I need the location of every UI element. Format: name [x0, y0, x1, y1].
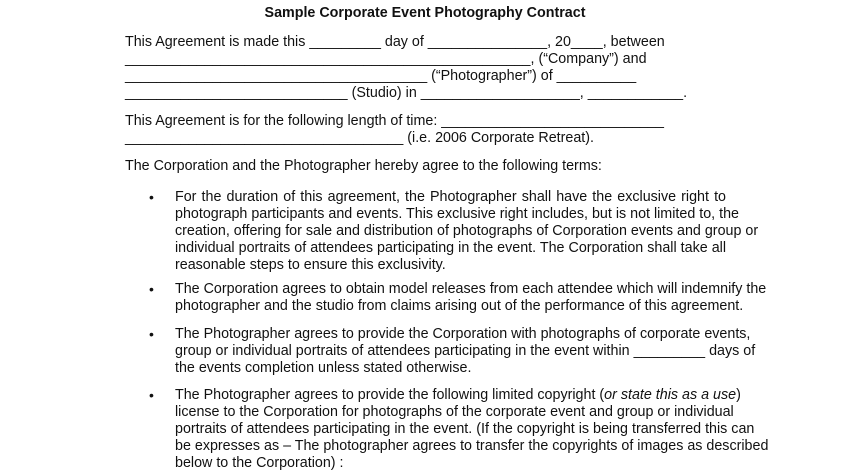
term-4-first-line	[175, 387, 741, 404]
intro-line-2: ___________________________________________________, (“Company”) and	[125, 51, 647, 67]
bullet-marker-3: •	[149, 326, 154, 342]
intro-line-3: ______________________________________ (“Photographer”) of __________	[125, 68, 637, 84]
bullet-marker-2: •	[149, 281, 154, 297]
time-line-2: ___________________________________ (i.e. 2006 Corporate Retreat).	[125, 130, 595, 146]
intro-line-4: ____________________________ (Studio) in ____________________, ____________.	[125, 85, 688, 101]
term-4-text: )	[736, 387, 741, 403]
term-3-line: The Photographer agrees to provide the Corporation with photographs of corporate events,	[175, 326, 751, 342]
term-1-line: photograph participants and events. This exclusive right includes, but is not limited to, the	[175, 206, 739, 222]
document-title: Sample Corporate Event Photography Contract	[264, 5, 586, 21]
term-4-italic: or state this as a use	[604, 387, 737, 403]
term-1-line: individual portraits of attendees participating in the event. The Corporation shall take all	[175, 240, 726, 256]
intro-line-1: This Agreement is made this _________ day of _______________, 20____, between	[125, 34, 665, 50]
term-paragraph-4	[175, 387, 769, 472]
time-line-1: This Agreement is for the following length of time: ____________________________	[125, 113, 664, 129]
bullet-marker-4: •	[149, 387, 154, 403]
bullet-marker-1: •	[149, 189, 154, 205]
term-1-line: creation, offering for sale and distribution of photographs of Corporation events and group or	[175, 223, 759, 239]
terms-intro: The Corporation and the Photographer hereby agree to the following terms:	[125, 158, 602, 174]
term-1-line: reasonable steps to ensure this exclusivity.	[175, 257, 446, 273]
term-1-line: For the duration of this agreement, the Photographer shall have the exclusive right to	[175, 189, 726, 205]
term-4-text: The Photographer agrees to provide the following limited copyright (	[175, 387, 605, 403]
term-paragraph-3	[175, 326, 756, 377]
term-3-line: the events completion unless stated otherwise.	[175, 360, 472, 376]
term-paragraph-1	[175, 189, 759, 274]
term-2-line: The Corporation agrees to obtain model releases from each attendee which will indemnify the	[175, 281, 767, 297]
term-4-line: license to the Corporation for photographs of the corporate event and group or individual	[175, 404, 734, 420]
term-4-line: below to the Corporation) :	[175, 455, 344, 471]
term-paragraph-2	[175, 281, 767, 315]
term-4-line: be expresses as – The photographer agrees to transfer the copyrights of images as described	[175, 438, 769, 454]
term-3-line: group or individual portraits of attendees participating in the event within _________ days of	[175, 343, 756, 359]
term-4-line: portraits of attendees participating in the event. (If the copyright is being transferred this can	[175, 421, 755, 437]
term-2-line: photographer and the studio from claims arising out of the performance of this agreement.	[175, 298, 744, 314]
